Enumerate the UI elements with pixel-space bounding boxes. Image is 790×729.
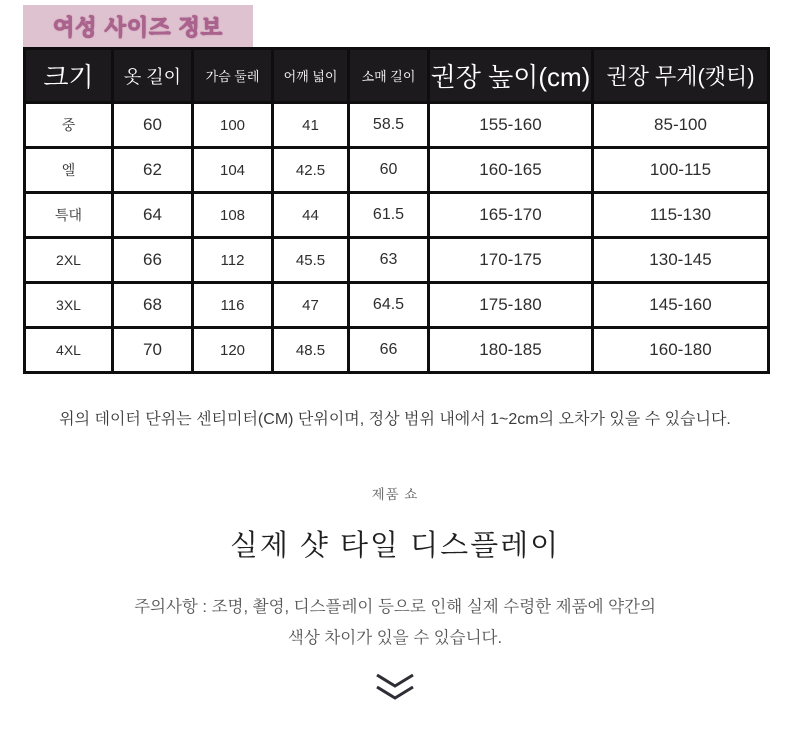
table-cell: 170-175 — [429, 238, 593, 283]
unit-note-text: 위의 데이터 단위는 센티미터(CM) 단위이며, 정상 범위 내에서 1~2cm의 오차가 있을 수 있습니다. — [59, 411, 731, 428]
size-table-header-row — [25, 49, 769, 103]
table-cell: 3XL — [25, 283, 113, 328]
col-header-clothing-length: 옷 길이 — [113, 49, 193, 103]
table-cell: 62 — [113, 148, 193, 193]
table-cell: 108 — [193, 193, 273, 238]
table-cell: 100 — [193, 103, 273, 148]
women-size-info-badge — [23, 5, 253, 47]
caution-line-2: 색상 차이가 있을 수 있습니다. — [287, 629, 503, 647]
table-cell: 100-115 — [593, 148, 769, 193]
table-cell: 66 — [113, 238, 193, 283]
badge-label: 여성 사이즈 정보 — [53, 14, 223, 40]
table-cell: 58.5 — [349, 103, 429, 148]
product-show-title: 실제 샷 타일 디스플레이 — [229, 530, 561, 562]
table-cell: 48.5 — [273, 328, 349, 373]
chevron-double-down-icon — [372, 672, 418, 702]
table-cell: 155-160 — [429, 103, 593, 148]
caution-line-1: 주의사항 : 조명, 촬영, 디스플레이 등으로 인해 실제 수령한 제품에 약간의 — [134, 598, 656, 616]
table-cell: 60 — [113, 103, 193, 148]
table-row — [25, 328, 769, 373]
table-cell: 64.5 — [349, 283, 429, 328]
product-show-eyebrow: 제품 쇼 — [371, 487, 419, 502]
table-cell: 120 — [193, 328, 273, 373]
col-header-chest: 가슴 둘레 — [193, 49, 273, 103]
col-header-size: 크기 — [25, 49, 113, 103]
size-table — [23, 47, 770, 374]
table-cell: 130-145 — [593, 238, 769, 283]
table-cell: 44 — [273, 193, 349, 238]
table-cell: 4XL — [25, 328, 113, 373]
caution-text — [0, 592, 790, 654]
table-cell: 엘 — [25, 148, 113, 193]
table-cell: 160-165 — [429, 148, 593, 193]
col-header-shoulder: 어깨 넓이 — [273, 49, 349, 103]
table-cell: 특대 — [25, 193, 113, 238]
table-cell: 116 — [193, 283, 273, 328]
table-cell: 112 — [193, 238, 273, 283]
table-cell: 64 — [113, 193, 193, 238]
table-cell: 145-160 — [593, 283, 769, 328]
table-cell: 41 — [273, 103, 349, 148]
table-cell: 70 — [113, 328, 193, 373]
scroll-down-indicator[interactable] — [0, 672, 790, 702]
col-header-weight: 권장 무게(캣티) — [593, 49, 769, 103]
table-cell: 104 — [193, 148, 273, 193]
table-cell: 중 — [25, 103, 113, 148]
table-cell: 45.5 — [273, 238, 349, 283]
table-cell: 85-100 — [593, 103, 769, 148]
table-cell: 61.5 — [349, 193, 429, 238]
col-header-sleeve: 소매 길이 — [349, 49, 429, 103]
table-cell: 63 — [349, 238, 429, 283]
table-row — [25, 148, 769, 193]
table-row — [25, 193, 769, 238]
table-row — [25, 103, 769, 148]
table-cell: 175-180 — [429, 283, 593, 328]
table-row — [25, 238, 769, 283]
table-cell: 68 — [113, 283, 193, 328]
table-cell: 60 — [349, 148, 429, 193]
table-cell: 180-185 — [429, 328, 593, 373]
table-cell: 115-130 — [593, 193, 769, 238]
table-cell: 165-170 — [429, 193, 593, 238]
table-row — [25, 283, 769, 328]
table-cell: 2XL — [25, 238, 113, 283]
table-cell: 66 — [349, 328, 429, 373]
table-cell: 160-180 — [593, 328, 769, 373]
table-cell: 47 — [273, 283, 349, 328]
col-header-height: 권장 높이(cm) — [429, 49, 593, 103]
table-cell: 42.5 — [273, 148, 349, 193]
